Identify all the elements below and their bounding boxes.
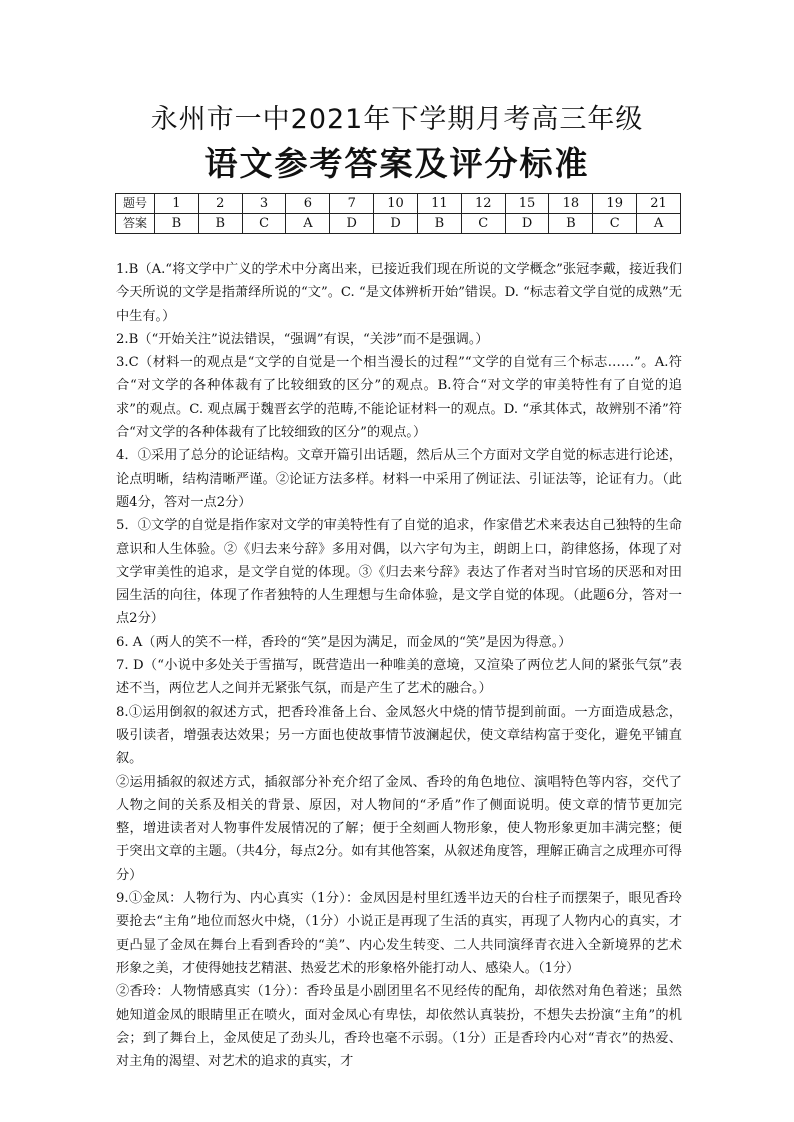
explanation-q3: 3.C（材料一的观点是“文学的自觉是一个相当漫长的过程”“文学的自觉有三个标志……”。A.符合“对文学的各种体裁有了比较细致的区分”的观点。B.符合“对文学的审美特性有了自觉的追求”的观点。C. 观点属于魏晋玄学的范畴,不能论证材料一的观点。D. “承其体式，故辨别不淆”符合“对文学的各种体裁有了比较细致的区分”的观点。） [116, 355, 682, 441]
answer-explanations [116, 258, 682, 1073]
question-number-cell: 1 [155, 194, 199, 214]
question-number-row [116, 194, 681, 214]
document-title: 永州市一中2021年下学期月考高三年级 [150, 104, 644, 135]
document-subtitle: 语文参考答案及评分标准 [204, 144, 590, 183]
answer-cell: B [417, 214, 461, 234]
question-number-cell: 10 [374, 194, 418, 214]
question-number-cell: 7 [330, 194, 374, 214]
explanation-q1: 1.B（A.“将文学中广义的学术中分离出来，已接近我们现在所说的文学概念”张冠李戴，接近我们今天所说的文学是指萧绎所说的“文”。C. “是文体辨析开始”错误。D. “标志着文学自觉的成熟”无中生有。） [116, 262, 682, 324]
answer-cell: B [549, 214, 593, 234]
explanation-q6: 6. A（两人的笑不一样，香玲的“笑”是因为满足，而金凤的“笑”是因为得意。） [116, 634, 572, 650]
explanation-q9-part1: 9.①金凤：人物行为、内心真实（1分）：金凤因是村里红透半边天的台柱子而摆架子，眼见香玲要抢去“主角”地位而怒火中烧，（1分）小说正是再现了生活的真实，再现了人物内心的真实，才更凸显了金凤在舞台上看到香玲的“美”、内心发生转变、二人共同演绎青衣进入全新境界的艺术形象之美，才使得她技艺精湛、热爱艺术的形象格外能打动人、感染人。（1分） [116, 891, 682, 976]
question-number-cell: 21 [637, 194, 681, 214]
answer-cell: B [198, 214, 242, 234]
explanation-q7: 7. D（“小说中多处关于雪描写，既营造出一种唯美的意境，又渲染了两位艺人间的紧张气氛”表述不当，两位艺人之间并无紧张气氛，而是产生了艺术的融合。） [116, 658, 682, 697]
answer-cell: B [155, 214, 199, 234]
answer-row-label: 答案 [116, 214, 155, 234]
answer-row [116, 214, 681, 234]
question-number-cell: 15 [505, 194, 549, 214]
answer-cell: C [461, 214, 505, 234]
answer-key-table [115, 193, 681, 234]
explanation-q8-part1: 8.①运用倒叙的叙述方式，把香玲准备上台、金凤怒火中烧的情节提到前面。一方面造成悬念，吸引读者，增强表达效果；另一方面也使故事情节波澜起伏，使文章结构富于变化，避免平铺直叙。 [116, 704, 682, 767]
answer-cell: A [637, 214, 681, 234]
answer-cell: C [593, 214, 637, 234]
question-number-cell: 19 [593, 194, 637, 214]
question-number-cell: 6 [286, 194, 330, 214]
explanation-q4: 4．①采用了总分的论证结构。文章开篇引出话题，然后从三个方面对文学自觉的标志进行论述，论点明晰，结构清晰严谨。②论证方法多样。材料一中采用了例证法、引证法等，论证有力。（此题4分，答对一点2分） [116, 448, 682, 510]
question-number-cell: 11 [417, 194, 461, 214]
answer-cell: D [374, 214, 418, 234]
answer-cell: A [286, 214, 330, 234]
answer-cell: D [330, 214, 374, 234]
answer-cell: D [505, 214, 549, 234]
answer-cell: C [242, 214, 286, 234]
question-row-label: 题号 [116, 194, 155, 214]
question-number-cell: 18 [549, 194, 593, 214]
question-number-cell: 3 [242, 194, 286, 214]
question-number-cell: 12 [461, 194, 505, 214]
explanation-q2: 2.B（“开始关注”说法错误，“强调”有误，“关涉”而不是强调。） [116, 331, 489, 347]
explanation-q5: 5．①文学的自觉是指作家对文学的审美特性有了自觉的追求，作家借艺术来表达自己独特的生命意识和人生体验。②《归去来兮辞》多用对偶，以六字句为主，朗朗上口，韵律悠扬，体现了对文学审美性的追求，是文学自觉的体现。③《归去来兮辞》表达了作者对当时官场的厌恶和对田园生活的向往，体现了作者独特的人生理想与生命体验，是文学自觉的体现。（此题6分，答对一点2分） [116, 518, 682, 627]
explanation-q8-part2: ②运用插叙的叙述方式，插叙部分补充介绍了金凤、香玲的角色地位、演唱特色等内容，交代了人物之间的关系及相关的背景、原因，对人物间的“矛盾”作了侧面说明。使文章的情节更加完整，增进读者对人物事件发展情况的了解；便于全刻画人物形象，使人物形象更加丰满完整；便于突出文章的主题。（共4分，每点2分。如有其他答案，从叙述角度答，理解正确言之成理亦可得分） [116, 774, 682, 883]
explanation-q9-part2: ②香玲：人物情感真实（1分）：香玲虽是小剧团里名不见经传的配角，却依然对角色着迷；虽然她知道金凤的眼睛里正在喷火，面对金凤心有卑怯，却依然认真装扮，不想失去扮演“主角”的机会；到了舞台上，金凤使足了劲头儿，香玲也毫不示弱。（1分）正是香玲内心对“青衣”的热爱、对主角的渴望、对艺术的追求的真实，才 [116, 984, 682, 1070]
question-number-cell: 2 [198, 194, 242, 214]
